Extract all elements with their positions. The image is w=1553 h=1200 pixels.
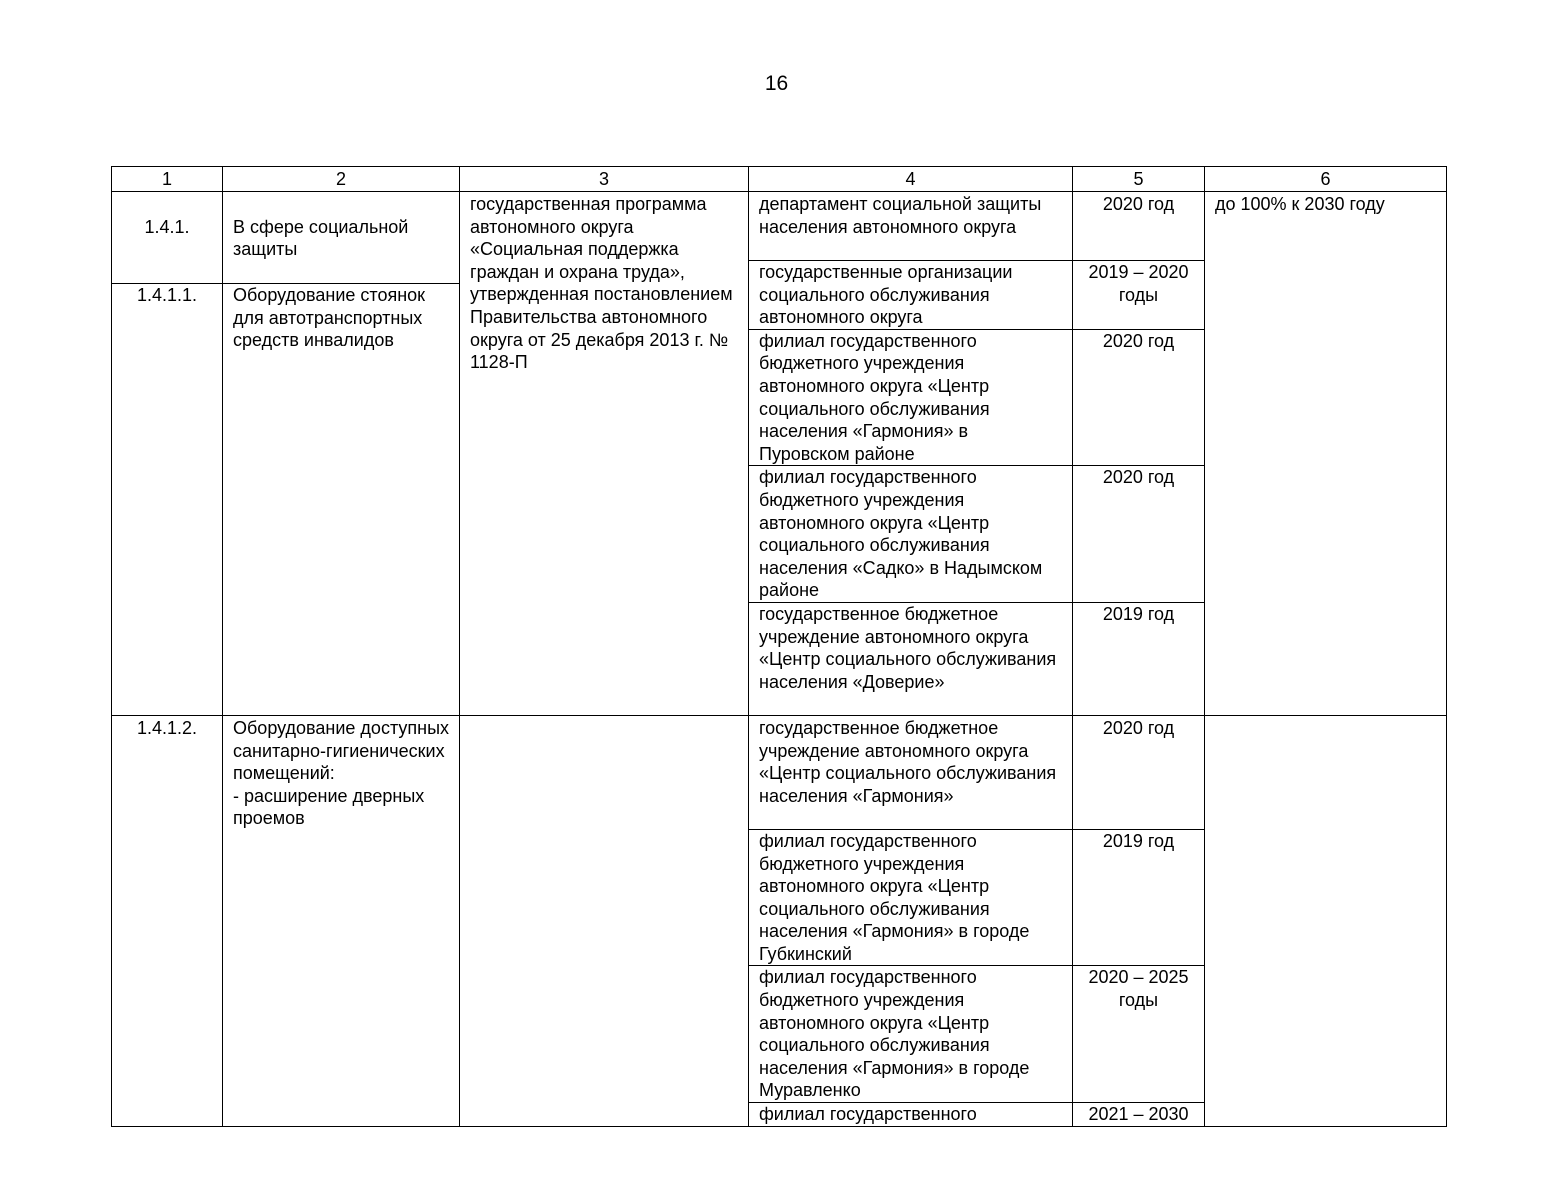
- period-cell: 2020 год: [1073, 715, 1205, 829]
- table-row: [112, 715, 1447, 829]
- result-cell: до 100% к 2030 году: [1205, 192, 1447, 716]
- result-cell-empty: [1205, 715, 1447, 1126]
- period-cell: 2020 год: [1073, 192, 1205, 261]
- item-name: В сфере социальной защиты: [233, 216, 409, 260]
- column-header-3: 3: [460, 167, 749, 192]
- program-cell: государственная программа автономного округа «Социальная поддержка граждан и охрана труда», утвержденная постановлением Правительства автономного округа от 25 декабря 2013 г. № 1128-П: [460, 192, 749, 716]
- executor-cell: государственное бюджетное учреждение автономного округа «Центр социального обслуживания населения «Доверие»: [749, 602, 1073, 715]
- period-cell: 2020 год: [1073, 466, 1205, 603]
- column-header-4: 4: [749, 167, 1073, 192]
- column-header-5: 5: [1073, 167, 1205, 192]
- executor-cell: филиал государственного бюджетного учреждения автономного округа «Центр социального обслуживания населения «Гармония» в городе Губкинский: [749, 829, 1073, 966]
- column-header-1: 1: [112, 167, 223, 192]
- item-name: Оборудование доступных санитарно-гигиенических помещений: - расширение дверных проемов: [223, 715, 460, 1126]
- period-cell: 2019 год: [1073, 829, 1205, 966]
- item-number: 1.4.1.1.: [112, 283, 222, 307]
- column-header-6: 6: [1205, 167, 1447, 192]
- measures-table: [111, 166, 1447, 1127]
- period-cell: 2020 год: [1073, 329, 1205, 466]
- item-number: 1.4.1.2.: [112, 715, 223, 1126]
- item-number: 1.4.1.: [144, 216, 190, 237]
- column-header-2: 2: [223, 167, 460, 192]
- executor-cell: филиал государственного бюджетного учреждения автономного округа «Центр социального обслуживания населения «Гармония» в Пуровском районе: [749, 329, 1073, 466]
- executor-cell: филиал государственного: [749, 1103, 1073, 1127]
- period-cell: 2019 год: [1073, 602, 1205, 715]
- program-cell-empty: [460, 715, 749, 1126]
- table-row: [112, 192, 1447, 261]
- executor-cell: государственное бюджетное учреждение автономного округа «Центр социального обслуживания населения «Гармония»: [749, 715, 1073, 829]
- executor-cell: филиал государственного бюджетного учреждения автономного округа «Центр социального обслуживания населения «Садко» в Надымском районе: [749, 466, 1073, 603]
- period-cell: 2021 – 2030: [1073, 1103, 1205, 1127]
- executor-cell: государственные организации социального обслуживания автономного округа: [749, 261, 1073, 330]
- period-cell: 2020 – 2025 годы: [1073, 966, 1205, 1103]
- item-name: Оборудование стоянок для автотранспортных средств инвалидов: [223, 283, 459, 352]
- executor-cell: филиал государственного бюджетного учреждения автономного округа «Центр социального обслуживания населения «Гармония» в городе Муравленко: [749, 966, 1073, 1103]
- executor-cell: департамент социальной защиты населения автономного округа: [749, 192, 1073, 261]
- table-header-row: [112, 167, 1447, 192]
- period-cell: 2019 – 2020 годы: [1073, 261, 1205, 330]
- page-number: 16: [764, 72, 789, 95]
